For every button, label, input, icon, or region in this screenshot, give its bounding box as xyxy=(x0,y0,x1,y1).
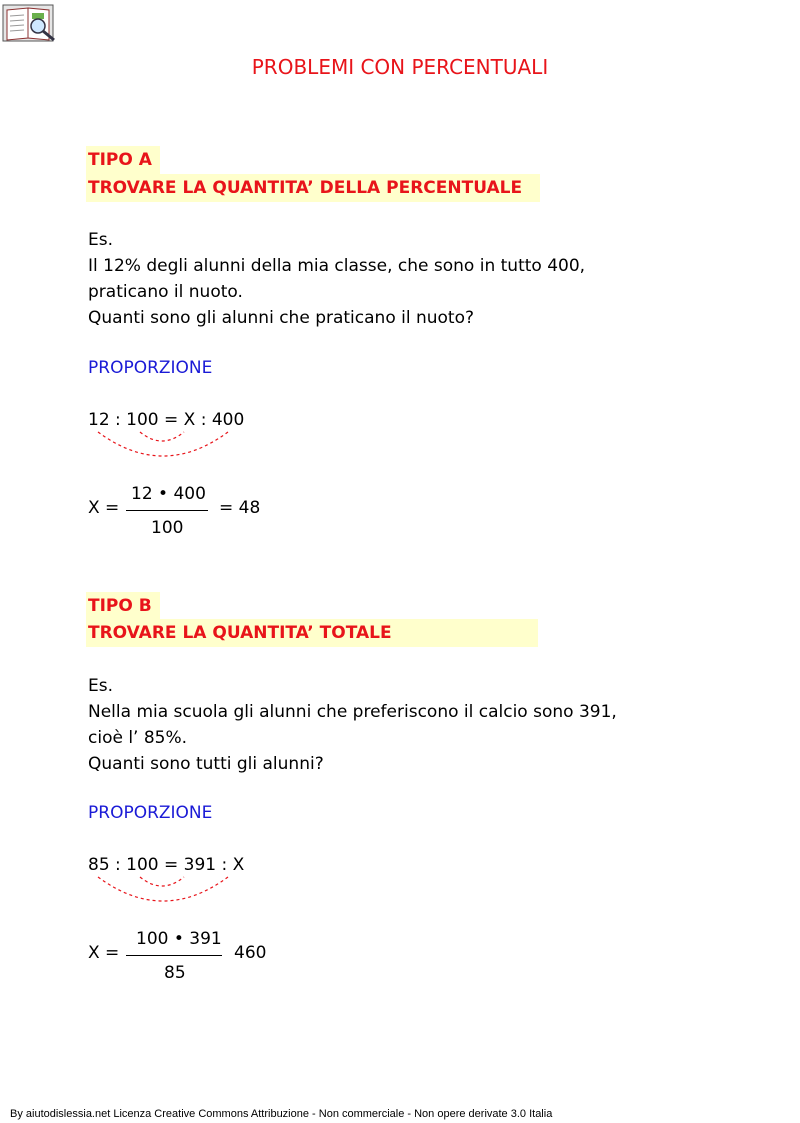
section-a-problem-line-1: Il 12% degli alunni della mia classe, che sono in tutto 400, xyxy=(88,256,586,276)
section-a-solution-lhs: X = xyxy=(88,498,120,518)
section-a-proportion: 12 : 100 = X : 400 xyxy=(88,410,245,430)
book-magnifier-icon xyxy=(2,2,60,44)
license-footer: By aiutodislessia.net Licenza Creative Commons Attribuzione - Non commerciale - Non opere derivate 3.0 Italia xyxy=(10,1108,553,1120)
section-a-solution-denominator: 100 xyxy=(151,518,184,538)
section-b-problem-line-1: Nella mia scuola gli alunni che preferiscono il calcio sono 391, xyxy=(88,702,617,722)
section-b-solution-denominator: 85 xyxy=(164,963,186,983)
section-a-fraction-bar xyxy=(126,510,208,511)
section-b-solution-result: 460 xyxy=(234,943,267,963)
section-b-fraction-bar xyxy=(126,955,222,956)
section-b-method-label: PROPORZIONE xyxy=(88,803,213,823)
section-a-solution-numerator: 12 • 400 xyxy=(131,484,206,504)
section-b-proportion: 85 : 100 = 391 : X xyxy=(88,855,245,875)
section-a-method-label: PROPORZIONE xyxy=(88,358,213,378)
section-a-problem-line-2: praticano il nuoto. xyxy=(88,282,243,302)
section-a-solution-result: = 48 xyxy=(219,498,261,518)
section-b-type-label: TIPO B xyxy=(86,592,160,620)
section-a-proportion-arcs xyxy=(88,430,248,464)
section-a-problem-line-3: Quanti sono gli alunni che praticano il nuoto? xyxy=(88,308,475,328)
section-a-type-label: TIPO A xyxy=(86,146,160,174)
section-b-solution-numerator: 100 • 391 xyxy=(136,929,222,949)
page-title: PROBLEMI CON PERCENTUALI xyxy=(251,55,549,79)
section-a-heading: TROVARE LA QUANTITA’ DELLA PERCENTUALE xyxy=(86,174,540,202)
section-b-problem-line-3: Quanti sono tutti gli alunni? xyxy=(88,754,324,774)
section-b-proportion-arcs xyxy=(88,875,248,909)
section-b-problem-line-2: cioè l’ 85%. xyxy=(88,728,188,748)
section-a-example-label: Es. xyxy=(88,230,114,250)
section-b-solution-lhs: X = xyxy=(88,943,120,963)
section-b-heading: TROVARE LA QUANTITA’ TOTALE xyxy=(86,619,538,647)
section-b-example-label: Es. xyxy=(88,676,114,696)
